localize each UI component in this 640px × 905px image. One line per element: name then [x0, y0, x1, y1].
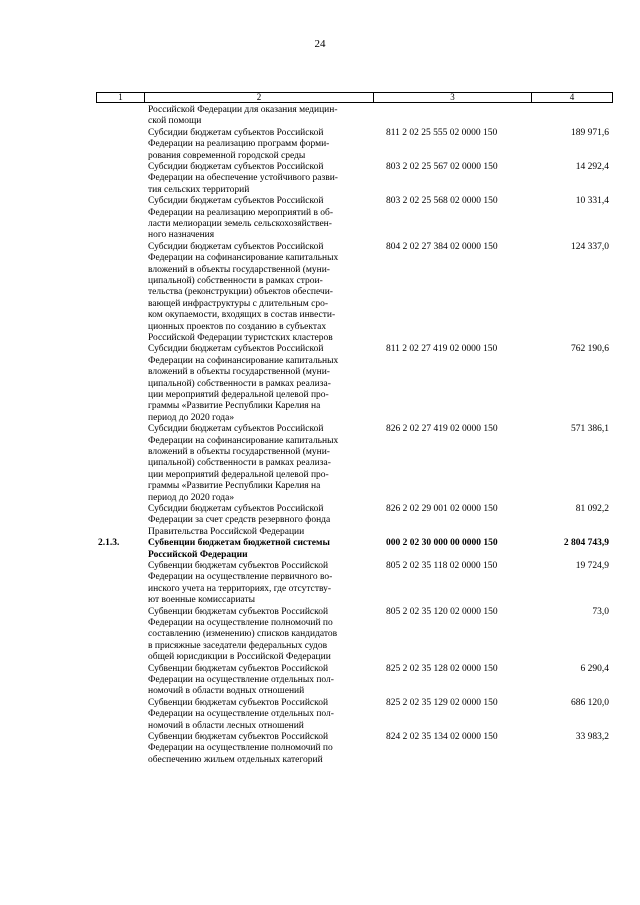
amount: 10 331,4: [575, 196, 609, 207]
amount: 6 290,4: [580, 663, 609, 674]
row-description: [148, 538, 374, 561]
description-line: ционных проектов по созданию в субъектах: [148, 321, 327, 332]
header-col-1: 1: [97, 93, 145, 102]
budget-code: 804 2 02 27 384 02 0000 150: [386, 241, 498, 252]
description-line: Субвенции бюджетам субъектов Российской: [148, 663, 329, 674]
table-row: [96, 561, 613, 607]
row-description: [148, 607, 374, 664]
description-line: вложений в объекты государственной (муни-: [148, 447, 330, 457]
description-line: Правительства Российской Федерации: [148, 526, 305, 537]
description-line: в присяжные заседатели федеральных судов: [148, 640, 328, 651]
row-description: [148, 162, 374, 196]
row-description: [148, 424, 374, 504]
description-line: вложений в объекты государственной (муни-: [148, 367, 330, 378]
budget-code: 811 2 02 25 555 02 0000 150: [386, 127, 498, 138]
amount: 14 292,4: [575, 162, 609, 172]
amount: 189 971,6: [571, 127, 609, 138]
description-line: номочий в области лесных отношений: [148, 720, 304, 731]
table-row: [96, 344, 613, 424]
description-line: инского учета на территориях, где отсутству-: [148, 583, 332, 594]
description-line: Федерации на софинансирование капитальных: [148, 253, 339, 264]
amount: 19 724,9: [575, 561, 609, 571]
row-description: [148, 128, 374, 162]
description-line: граммы «Развитие Республики Карелия на: [148, 401, 321, 412]
table-row: [96, 424, 613, 504]
table-row: [96, 196, 613, 242]
table-row: [96, 698, 613, 732]
row-description: [148, 732, 374, 766]
header-col-4: 4: [569, 92, 575, 102]
description-line: граммы «Развитие Республики Карелия на: [148, 481, 321, 492]
budget-code: 811 2 02 27 419 02 0000 150: [386, 344, 498, 355]
description-line: Субсидии бюджетам субъектов Российской: [148, 504, 324, 514]
description-line: период до 2020 года»: [148, 492, 235, 503]
description-line: Субсидии бюджетам субъектов Российской: [148, 162, 324, 172]
description-line: ции мероприятий федеральной целевой про-: [148, 469, 329, 480]
table-row: [96, 162, 613, 196]
row-number: 2.1.3.: [98, 538, 120, 549]
description-line: Федерации на осуществление полномочий по: [148, 743, 333, 754]
description-line: вложений в объекты государственной (муни-: [148, 264, 330, 275]
description-line: Субвенции бюджетам субъектов Российской: [148, 561, 329, 571]
description-line: период до 2020 года»: [148, 412, 235, 423]
description-line: Федерации на реализацию программ форми-: [148, 139, 330, 150]
budget-code: 826 2 02 29 001 02 0000 150: [386, 504, 498, 514]
budget-code: 825 2 02 35 129 02 0000 150: [386, 697, 498, 708]
description-line: Российской Федерации туристских кластеров: [148, 333, 333, 344]
amount: 33 983,2: [575, 732, 609, 742]
table-row: [96, 105, 613, 128]
description-line: Федерации на осуществление первичного во-: [148, 572, 333, 583]
row-description: [148, 664, 374, 698]
amount: 571 386,1: [571, 424, 609, 435]
description-line: вающей инфраструктуры с длительным сро-: [148, 298, 329, 309]
description-line: Российской Федерации: [148, 549, 248, 560]
amount: 73,0: [592, 606, 609, 617]
amount: 686 120,0: [571, 697, 609, 708]
table-row: [96, 128, 613, 162]
description-line: обеспечению жильем отдельных категорий: [148, 754, 323, 765]
description-line: Субвенции бюджетам субъектов Российской: [148, 606, 329, 617]
description-line: Федерации на осуществление полномочий по: [148, 618, 333, 628]
description-line: ком окупаемости, входящих в состав инвести-: [148, 310, 336, 321]
budget-code: 825 2 02 35 128 02 0000 150: [386, 663, 498, 674]
row-description: [148, 344, 374, 424]
description-line: Субсидии бюджетам субъектов Российской: [148, 424, 324, 435]
row-description: [148, 698, 374, 732]
description-line: общей юрисдикции в Российской Федерации: [148, 652, 331, 663]
page-number: 24: [314, 38, 326, 50]
description-line: ного назначения: [148, 230, 215, 241]
description-line: Федерации на софинансирование капитальных: [148, 435, 339, 446]
table-header: [96, 92, 613, 103]
description-line: Субвенции бюджетам субъектов Российской: [148, 732, 329, 742]
description-line: Субсидии бюджетам субъектов Российской: [148, 127, 324, 138]
budget-code: 826 2 02 27 419 02 0000 150: [386, 424, 498, 435]
description-line: Федерации на софинансирование капитальных: [148, 355, 339, 366]
description-line: Федерации на осуществление отдельных пол-: [148, 675, 334, 685]
description-line: тельства (реконструкции) объектов обеспечи-: [148, 287, 333, 298]
row-description: [148, 196, 374, 242]
description-line: Субсидии бюджетам субъектов Российской: [148, 241, 324, 252]
description-line: ципальной) собственности в рамках реализа-: [148, 378, 331, 389]
table-row: [96, 607, 613, 664]
amount: 2 804 743,9: [563, 538, 609, 549]
budget-code: 805 2 02 35 120 02 0000 150: [386, 606, 498, 617]
table-row: [96, 732, 613, 766]
table-row: [96, 242, 613, 345]
description-line: составлению (изменению) списков кандидатов: [148, 629, 338, 640]
row-description: [148, 504, 374, 538]
description-line: ской помощи: [148, 116, 202, 127]
description-line: номочий в области водных отношений: [148, 686, 305, 697]
description-line: ют военные комиссариаты: [148, 595, 256, 606]
description-line: Федерации на реализацию мероприятий в об-: [148, 207, 334, 218]
budget-code: 824 2 02 35 134 02 0000 150: [386, 732, 498, 742]
row-description: [148, 242, 374, 345]
description-line: ласти мелиорации земель сельскохозяйствен-: [148, 219, 332, 229]
row-description: [148, 561, 374, 607]
row-description: [148, 105, 374, 128]
description-line: Федерации на осуществление отдельных пол-: [148, 709, 334, 720]
table-row: [96, 538, 613, 561]
description-line: Российской Федерации для оказания медицин-: [148, 105, 338, 115]
budget-code: 803 2 02 25 567 02 0000 150: [386, 162, 498, 172]
description-line: ции мероприятий федеральной целевой про-: [148, 390, 329, 401]
amount: 762 190,6: [571, 344, 609, 355]
table-row: [96, 504, 613, 538]
description-line: Федерации на обеспечение устойчивого разви-: [148, 173, 338, 184]
budget-code: 803 2 02 25 568 02 0000 150: [386, 196, 498, 207]
table-row: [96, 664, 613, 698]
description-line: ципальной) собственности в рамках строи-: [148, 276, 323, 287]
description-line: ципальной) собственности в рамках реализа-: [148, 458, 331, 469]
header-col-2: 2: [145, 93, 374, 102]
description-line: Субсидии бюджетам субъектов Российской: [148, 196, 324, 207]
budget-code: 805 2 02 35 118 02 0000 150: [386, 561, 498, 571]
description-line: тия сельских территорий: [148, 184, 250, 195]
description-line: Субвенции бюджетам бюджетной системы: [148, 538, 330, 549]
amount: 81 092,2: [575, 504, 609, 514]
amount: 124 337,0: [571, 241, 609, 252]
description-line: Субвенции бюджетам субъектов Российской: [148, 697, 329, 708]
budget-code: 000 2 02 30 000 00 0000 150: [386, 538, 498, 549]
description-line: Федерации за счет средств резервного фонда: [148, 515, 331, 526]
description-line: Субсидии бюджетам субъектов Российской: [148, 344, 324, 355]
description-line: рования современной городской среды: [148, 150, 306, 161]
header-col-3: 3: [374, 93, 532, 102]
